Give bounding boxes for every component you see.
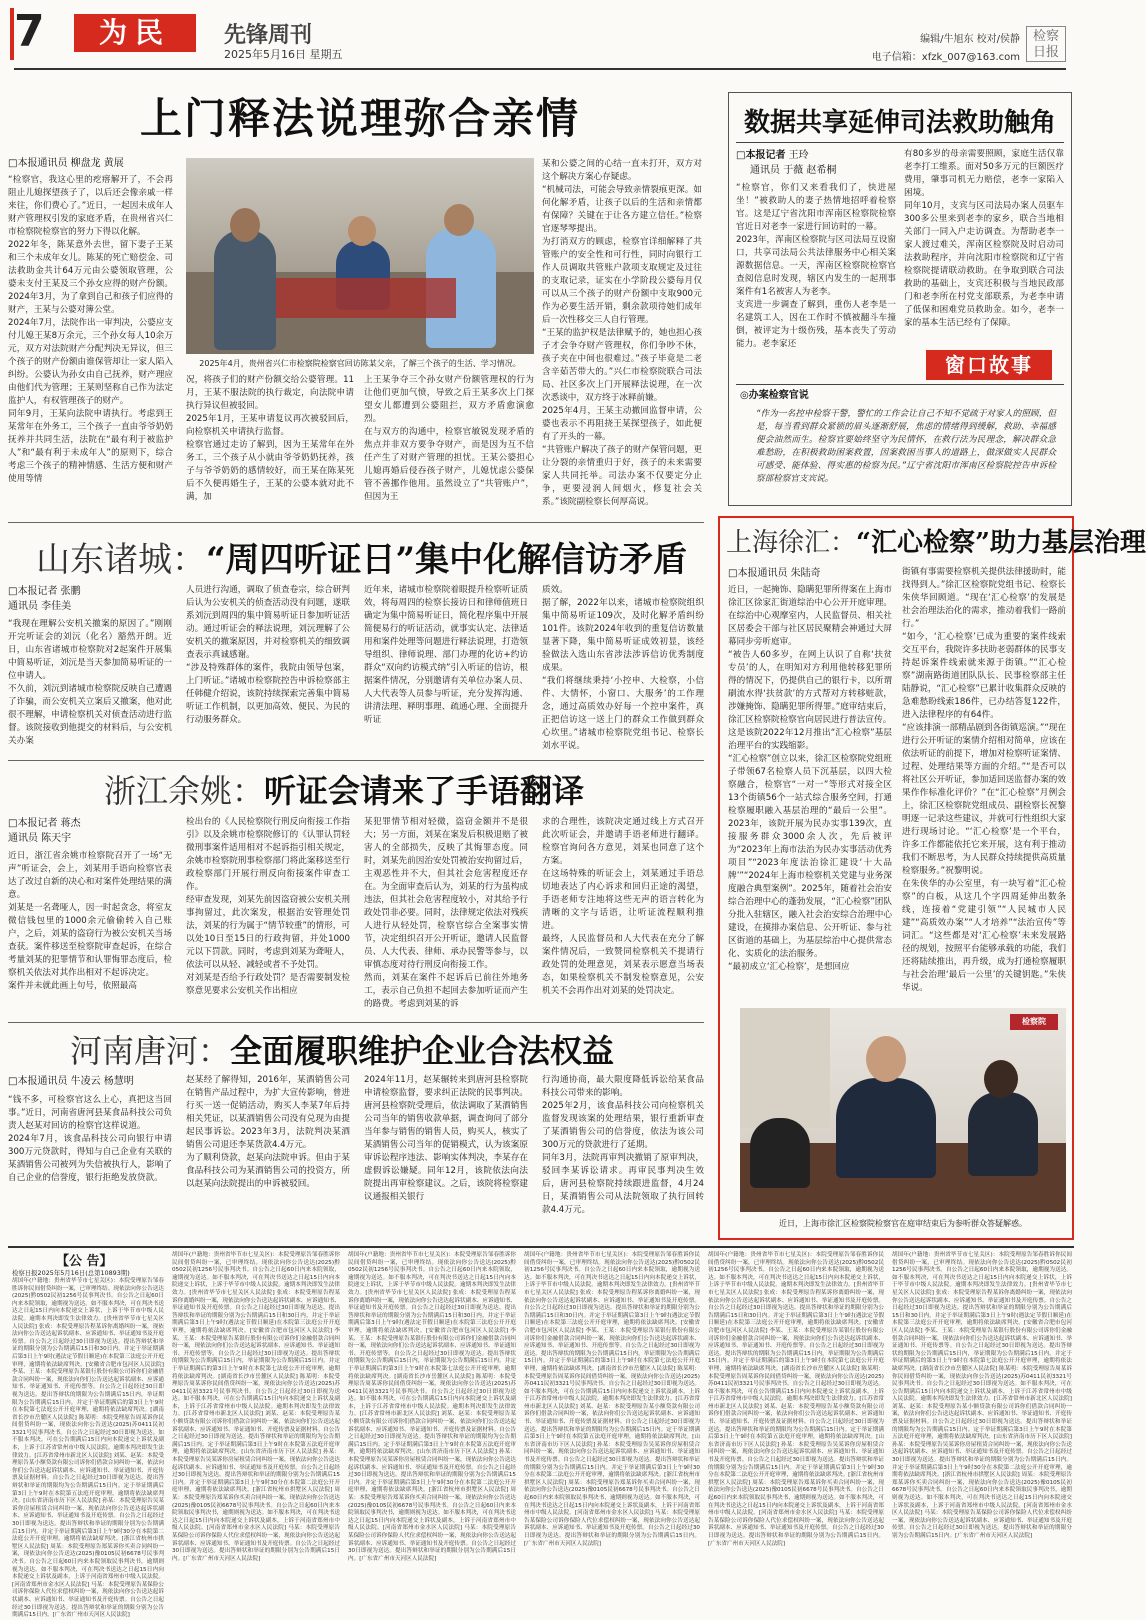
article4-title: 浙江余姚：听证会请来了手语翻译: [104, 772, 585, 810]
article2-byline: □本报记者 王玲 通讯员 于薇 赵希桐: [736, 150, 837, 176]
article5-column: 赵某经了解得知，2016年，某酒销售公司在销售产品过程中，为扩大宣传影响，曾进行买一送一促销活动，购买人李某7年后持相关凭证，以某酒销售公司没有兑现为由提起民事诉讼。2023年3月，法院判决某酒销售公司退还李某货款4.4万元。 为了顺利贷款，赵某向法院申诉。但由于某食品科技公司为某酒销售公司的投资方，所以赵某向法院提出的申诉被驳回。: [186, 1075, 350, 1189]
article1-photo-caption: 2025年4月，贵州省兴仁市检察院检察官回访陈某父亲，了解三个孩子的生活、学习情况。: [199, 359, 521, 368]
notices-header: 【公 告】: [56, 1254, 113, 1269]
divider: [8, 760, 704, 761]
notices-column: 胡国年(户籍地：贵州省毕节市七星关区)：本院受理原告邹春胜诉你民间借贷纠纷一案，已审理终结。现依法向你公告送达(2025)黔0502民初1256号民事判决书。自公告之日起60日内来本院领取，逾期视为送达。如不服本判决，可在判决书送达之日起15日内向本院递交上诉状，上诉于毕节市中级人民法院。逾期本判决即发生法律效力。[贵州省毕节市七星关区人民法院] 张成：本院受理原告程某诉你离婚纠纷一案，现依法向你公告送达起诉状副本、应诉通知书、举证通知书及开庭传票。自公告之日起经过30日即视为送达。提出答辩状和举证的期限分别为公告期满后15日和30日内。并定于举证期满后第3日上午9时(遇法定节假日顺延)在本院第三法庭公开开庭审理，逾期将依法缺席判决。[安徽省合肥市包河区人民法院] 李某、王某：本院受理原告某银行股份有限公司诉你们金融借款合同纠纷一案，现依法向你们公告送达起诉状副本、应诉通知书、举证通知书、开庭传票等。自公告之日起经过30日即视为送达。提出答辩状的期限为公告期满后15日内，举证期限为公告期满后15日内。并定于举证期满后的第3日上午9时在本院第七法庭公开开庭审理，逾期将依法缺席判决。[湖南省长沙市岳麓区人民法院] 陈某明：本院受理原告周某诉你民间借贷纠纷一案，现依法向你公告送达(2025)苏0411民初3321号民事判决书。自公告之日起经过30日即视为送达。如不服本判决，可在公告期满后15日内向本院递交上诉状及副本，上诉于江苏省常州市中级人民法院。逾期本判决即发生法律效力。[江苏省常州市新北区人民法院] 刘某、赵某：本院受理原告某小额贷款有限公司诉你们借款合同纠纷一案，依法向你们公告送达起诉状副本、应诉通知书、举证通知书、开庭传票及证据材料。自公告之日起经过30日即视为送达。提出答辩状和举证的期限均为公告期满后15日内。定于举证期满后第3日上午9时在本院第五法庭开庭审理，逾期将依法缺席判决。[山东省济南市历下区人民法院] 孙某：本院受理原告吴某诉你房屋租赁合同纠纷一案，现依法向你公告送达起诉状副本、应诉通知书、举证通知书及开庭传票。自公告之日起经过30日即视为送达。提出答辩状和举证的期限分别为公告期满后15日内。并定于举证期满后第3日上午9时30分在本院第二法庭公开开庭审理，逾期将依法缺席判决。[浙江省杭州市拱墅区人民法院] 周某：本院受理原告郑某诉你买卖合同纠纷一案，现依法向你公告送达(2025)豫0105民初6678号民事判决书。自公告之日起60日内来本院领取民事判决书，逾期则视为送达。如不服本判决，可在判决书送达之日起15日内向本院递交上诉状及副本，上诉于河南省郑州市中级人民法院。[河南省郑州市金水区人民法院] 马某：本院受理原告某保险公司诉你保险人代位求偿权纠纷一案，现依法向你公告送达起诉状副本、应诉通知书、举证通知书及开庭传票。自公告之日起经过30日即视为送达。提出答辩状和举证的期限分别为公告期满后15日内。[广东省广州市天河区人民法院]: [708, 1252, 884, 1547]
article4-byline: □本报记者 蒋杰 通讯员 陈天宇: [8, 818, 81, 844]
article6-column: 近日，一起掩饰、隐瞒犯罪所得案在上海市徐汇区徐家汇街道综治中心公开开庭审理。在综治中心观摩室内，人民监督员、相关社区居委会干部与社区居民聚精会神通过大屏幕同步旁听庭审。 “被告人60多岁，在网上认识了自称‘扶贫专员’的人，在明知对方利用他转移犯罪所得的情况下，仍提供自己的银行卡，以所谓刷流水得‘扶贫款’的方式帮对方转移赃款，涉嫌掩饰、隐瞒犯罪所得罪。”庭审结束后，徐汇区检察院检察官向居民进行普法宣传。 这是该院2022年12月推出“汇心检察”基层治理平台的实践缩影。 “汇心检察”创立以来，徐汇区检察院党组班子带领67名检察人员下沉基层，以四大检察融合，检察官“一对一”等形式对接全区13个街镇56个一站式综合服务空间，打通检察履职融入基层治理的“最后一公里”。2023年，该院开展为民办实事139次，直接服务群众3000余人次，先后被评为“2023年上海市法治为民办实事活动优秀项目”“2023年度法治徐汇建设‘十大品牌’”“2024年上海市检察机关党建与业务深度融合典型案例”。2025年，随着社会治安综合治理中心的蓬勃发展，“汇心检察”团队分批入驻辖区，融入社会治安综合治理中心建设，在摸排办案信息、公开听证、参与社区街道的基础上，为基层综治中心提供常态化、实质化的法治服务。 “最初成立‘汇心检察’，是想回应: [728, 585, 892, 972]
article1-byline: □本报通讯员 柳盘龙 黄展: [8, 158, 124, 169]
window-story-badge: 窗口故事: [926, 350, 1052, 380]
article5-title: 河南唐河：全面履职维护企业合法权益: [70, 1032, 615, 1070]
notices-subheader: 检察日报2025年5月16日(总第10893期): [12, 1269, 130, 1277]
article3-column: 人员进行沟通，调取了侦查卷宗，综合研判后认为公安机关的侦查活动没有问题，遂联系刘沅到周四的集中简易听证日参加听证活动。通过听证会的释法说理，刘沅理解了公安机关的撤案原因，并对检察机关的细致调查表示真诚感谢。 “涉及特殊群体的案件，我院由领导包案，上门听证。”诸城市检察院控告申诉检察部主任韩健介绍说，该院持续探索完善集中简易听证工作机制，以更加高效、便民、为民的行动服务群众。: [186, 585, 350, 725]
article6-column: 街镇有事需要检察机关提供法律援助时，能找得到人。”徐汇区检察院党组书记、检察长朱侠华回顾道。“现在‘汇心检察’的发展是社会治理法治化的需求，推动着我们一路前行。” “如今，‘汇心检察’已成为重要的案件线索交互平台，我院许多扶助老弱群体的民事支持起诉案件线索就来源于街镇。”“汇心检察”湖南路街道团队队长、民事检察部主任陆静说，“汇心检察”已累计收集群众反映的急难愁盼线索186件，已办结答复122件，进入法律程序的有64件。 “应该排演一部精品剧到各街镇巡演。”“现在进行公开听证的案情介绍相对简单，应该在依法听证的前提下，增加对检察听证案情、过程、处理结果等方面的介绍。”“是否可以将社区公开听证，参加适回送监督办案的效果作作标准化评价？”在“汇心检察”月例会上，徐汇区检察院党组成员、副检察长祝黎明逐一记录这些建议，并就可行性组织大家进行现场讨论。“‘汇心检察’是一个平台，许多工作都能依托它来开展，这有利于推动我们不断思考，为人民群众持续提供高质量检察服务。”祝黎明说。 在朱侠华的办公室里，有一块写着“汇心检察”的白板，从这几个字四周延伸出数条线，连接着“党建引领”“人民城市人民建”“高质效办案”“人才培养”“法治宣传”等词汇。“这些都是对‘汇心检察’未来发展路径的规划，按照平台能够承载的功能，我们还将陆续推出，再升级，成为打通检察履职与社会治理‘最后一公里’的关键钥匙。”朱侠华说。: [902, 567, 1066, 993]
notices-column: 胡国年(户籍地：贵州省毕节市七星关区)：本院受理原告邹春胜诉你民间借贷纠纷一案，已审理终结。现依法向你公告送达(2025)黔0502民初1256号民事判决书。自公告之日起60日内来本院领取，逾期视为送达。如不服本判决，可在判决书送达之日起15日内向本院递交上诉状，上诉于毕节市中级人民法院。逾期本判决即发生法律效力。[贵州省毕节市七星关区人民法院] 张成：本院受理原告程某诉你离婚纠纷一案，现依法向你公告送达起诉状副本、应诉通知书、举证通知书及开庭传票。自公告之日起经过30日即视为送达。提出答辩状和举证的期限分别为公告期满后15日和30日内。并定于举证期满后第3日上午9时(遇法定节假日顺延)在本院第三法庭公开开庭审理，逾期将依法缺席判决。[安徽省合肥市包河区人民法院] 李某、王某：本院受理原告某银行股份有限公司诉你们金融借款合同纠纷一案，现依法向你们公告送达起诉状副本、应诉通知书、举证通知书、开庭传票等。自公告之日起经过30日即视为送达。提出答辩状的期限为公告期满后15日内，举证期限为公告期满后15日内。并定于举证期满后的第3日上午9时在本院第七法庭公开开庭审理，逾期将依法缺席判决。[湖南省长沙市岳麓区人民法院] 陈某明：本院受理原告周某诉你民间借贷纠纷一案，现依法向你公告送达(2025)苏0411民初3321号民事判决书。自公告之日起经过30日即视为送达。如不服本判决，可在公告期满后15日内向本院递交上诉状及副本，上诉于江苏省常州市中级人民法院。逾期本判决即发生法律效力。[江苏省常州市新北区人民法院] 刘某、赵某：本院受理原告某小额贷款有限公司诉你们借款合同纠纷一案，依法向你们公告送达起诉状副本、应诉通知书、举证通知书、开庭传票及证据材料。自公告之日起经过30日即视为送达。提出答辩状和举证的期限均为公告期满后15日内。定于举证期满后第3日上午9时在本院第五法庭开庭审理，逾期将依法缺席判决。[山东省济南市历下区人民法院] 孙某：本院受理原告吴某诉你房屋租赁合同纠纷一案，现依法向你公告送达起诉状副本、应诉通知书、举证通知书及开庭传票。自公告之日起经过30日即视为送达。提出答辩状和举证的期限分别为公告期满后15日内。并定于举证期满后第3日上午9时30分在本院第二法庭公开开庭审理，逾期将依法缺席判决。[浙江省杭州市拱墅区人民法院] 周某：本院受理原告郑某诉你买卖合同纠纷一案，现依法向你公告送达(2025)豫0105民初6678号民事判决书。自公告之日起60日内来本院领取民事判决书，逾期则视为送达。如不服本判决，可在判决书送达之日起15日内向本院递交上诉状及副本，上诉于河南省郑州市中级人民法院。[河南省郑州市金水区人民法院] 马某：本院受理原告某保险公司诉你保险人代位求偿权纠纷一案，现依法向你公告送达起诉状副本、应诉通知书、举证通知书及开庭传票。自公告之日起经过30日即视为送达。提出答辩状和举证的期限分别为公告期满后15日内。[广东省广州市天河区人民法院]: [892, 1252, 1074, 1539]
paper-name: 先锋周刊: [224, 23, 313, 48]
article1-column: “检察官，我这心里的疙瘩解开了，不会再阻止儿媳探望孩子了，以后还会像亲戚一样来往，你们费心了。”近日，一起因未成年人财产管理权引发的家庭矛盾，在贵州省兴仁市检察院检察官的努力下得以化解。 2022年冬，陈某意外去世，留下妻子王某和三个未成年女儿。陈某的死亡赔偿金、司法救助金共计64万元由公婆领取管理，公婆未支付王某及三个孙女应得的财产份额。2024年3月，为了拿到自己和孩子们应得的财产，王某与公婆对簿公堂。 2024年7月，法院作出一审判决，公婆应支付儿媳王某8万余元，三个孙女每人10余万元，双方对法院财产分配判决无异议，但三个孩子的财产份额由谁保管却让一家人陷入纠纷。公婆认为孙女由自己抚养，财产理应由他们代为管理；王某则坚称自己作为法定监护人，有权管理孩子的财产。 同年9月，王某向法院申请执行。考虑到王某常年在外务工，三个孩子一直由爷爷奶奶抚养并共同生活，法院在“最有利于被监护人”和“最有利于未成年人”的原则下，综合考虑三个孩子的精神情感、生活方便和财产使用等情: [8, 175, 173, 484]
notices-column: 胡国年(户籍地：贵州省毕节市七星关区)：本院受理原告邹春胜诉你民间借贷纠纷一案，已审理终结。现依法向你公告送达(2025)黔0502民初1256号民事判决书。自公告之日起60日内来本院领取，逾期视为送达。如不服本判决，可在判决书送达之日起15日内向本院递交上诉状，上诉于毕节市中级人民法院。逾期本判决即发生法律效力。[贵州省毕节市七星关区人民法院] 张成：本院受理原告程某诉你离婚纠纷一案，现依法向你公告送达起诉状副本、应诉通知书、举证通知书及开庭传票。自公告之日起经过30日即视为送达。提出答辩状和举证的期限分别为公告期满后15日和30日内。并定于举证期满后第3日上午9时(遇法定节假日顺延)在本院第三法庭公开开庭审理，逾期将依法缺席判决。[安徽省合肥市包河区人民法院] 李某、王某：本院受理原告某银行股份有限公司诉你们金融借款合同纠纷一案，现依法向你们公告送达起诉状副本、应诉通知书、举证通知书、开庭传票等。自公告之日起经过30日即视为送达。提出答辩状的期限为公告期满后15日内，举证期限为公告期满后15日内。并定于举证期满后的第3日上午9时在本院第七法庭公开开庭审理，逾期将依法缺席判决。[湖南省长沙市岳麓区人民法院] 陈某明：本院受理原告周某诉你民间借贷纠纷一案，现依法向你公告送达(2025)苏0411民初3321号民事判决书。自公告之日起经过30日即视为送达。如不服本判决，可在公告期满后15日内向本院递交上诉状及副本，上诉于江苏省常州市中级人民法院。逾期本判决即发生法律效力。[江苏省常州市新北区人民法院] 刘某、赵某：本院受理原告某小额贷款有限公司诉你们借款合同纠纷一案，依法向你们公告送达起诉状副本、应诉通知书、举证通知书、开庭传票及证据材料。自公告之日起经过30日即视为送达。提出答辩状和举证的期限均为公告期满后15日内。定于举证期满后第3日上午9时在本院第五法庭开庭审理，逾期将依法缺席判决。[山东省济南市历下区人民法院] 孙某：本院受理原告吴某诉你房屋租赁合同纠纷一案，现依法向你公告送达起诉状副本、应诉通知书、举证通知书及开庭传票。自公告之日起经过30日即视为送达。提出答辩状和举证的期限分别为公告期满后15日内。并定于举证期满后第3日上午9时30分在本院第二法庭公开开庭审理，逾期将依法缺席判决。[浙江省杭州市拱墅区人民法院] 周某：本院受理原告郑某诉你买卖合同纠纷一案，现依法向你公告送达(2025)豫0105民初6678号民事判决书。自公告之日起60日内来本院领取民事判决书，逾期则视为送达。如不服本判决，可在判决书送达之日起15日内向本院递交上诉状及副本，上诉于河南省郑州市中级人民法院。[河南省郑州市金水区人民法院] 马某：本院受理原告某保险公司诉你保险人代位求偿权纠纷一案，现依法向你公告送达起诉状副本、应诉通知书、举证通知书及开庭传票。自公告之日起经过30日即视为送达。提出答辩状和举证的期限分别为公告期满后15日内。[广东省广州市天河区人民法院]: [172, 1252, 340, 1562]
article2-quote: “作为一名控申检察干警，警忙的工作会让自己不知不觉疏于对家人的照顾，但是，每当看到群众紧锁的眉头逐渐舒展，焦虑的情绪得到缓解，救助、幸福感便会油然而生。检察官要始终坚守为民情怀，在救行法为民理念，解决群众急难愁盼，在积极救助困案救置，因案救困当事人的道路上，做深做实人民群众可感受、能体验、得实惠的检察为民。”辽宁省沈阳市浑南区检察院控告申诉检察部检察官支宾说。: [756, 409, 1056, 484]
article2-title: 数据共享延伸司法救助触角: [744, 108, 1057, 138]
article4-column: 检出台的《人民检察院行刑反向衔接工作指引》以及余姚市检察院修订的《认罪认罚轻微刑事案件适用相对不起诉指引相关规定，余姚市检察院刑事检察部门将此案移送至行政检察部门开展行刑反向衔接案件审查工作。 经审查发现，刘某先前因盗窃被公安机关刑事拘留过，此次案发，根据治安管理处罚法，刘某的行为属于“情节较重”的情形，可以处10日至15日的行政拘留，并处1000元以下罚款。同时，考虑到刘某为聋哑人，依法可以从轻、减轻或者不予处罚。 对刘某是否给予行政处罚？是否需要制发检察意见要求公安机关作出相应: [186, 817, 350, 996]
article4-column: 某犯罪情节相对轻微，盗窃金额并不是很大；另一方面，刘某在案发后积极退赔了被害人的全部损失，反映了其悔罪态度。同时，刘某先前因治安处罚被治安拘留过后，主观恶性并不大，但其社会危害程度还存在。为全面审查后认为，刘某的行为虽构成违法，但其社会危害程度较小，对其给予行政处罚非必要。同时，法律规定依法对残疾人进行从轻处罚，检察官综合全案事实情节，决定组织召开公开听证，邀请人民监督员、人大代表、律师、承办民警等参与，以审慎态度对待行刑反向衔接工作。 然而，刘某在案件不起诉后已前往外地务工，表示自己负担不起回去参加听证而产生的路费。考虑到刘某的诉: [364, 817, 528, 1009]
article6-byline: □本报通讯员 朱陆奇: [728, 568, 821, 579]
article1-column: 上王某争夺三个孙女财产份额管理权的行为让他们更加气愤，导致之后王某多次上门探望女儿都遭到公婆阻拦，双方矛盾愈演愈烈。 在与双方的沟通中，检察官敏锐发现矛盾的焦点并非双方要争夺财产，而是因为互不信任产生了对财产管理的担忧。王某公婆担心儿媳再婚后侵吞孩子财产，儿媳忧虑公婆保管不善挪作他用。虽然设立了“共管账户”，但因为王: [364, 375, 534, 502]
article3-column: “我现在理解公安机关撤案的原因了。”刚刚开完听证会的刘沅（化名）豁然开朗。近日，山东省诸城市检察院对2起案件开展集中简易听证，刘沅是当天参加简易听证的一位申请人。 不久前，刘沅到诸城市检察院反映自己遭遇了诈骗，而公安机关立案后又撤案，他对此很不理解，申请检察机关对侦查活动进行监督。该院接收到他提交的材料后，与公安机关办案: [8, 619, 172, 746]
article1-column: 况，将孩子们的财产份额交给公婆管理。11月，王某不服法院的执行裁定，向法院申请执行异议但被驳回。 2025年1月，王某申请复议再次被驳回后，向检察机关申请执行监督。 检察官通过走访了解到，因为王某常年在外务工，三个孩子从小就由爷爷奶奶抚养，孩子与爷爷奶奶的感情较好，而王某在陈某死后不久便再婚生子，王某的公婆本就对此不满，加: [186, 375, 354, 502]
article5-column: “钱不多，可检察官这么上心，真把这当回事。”近日，河南省唐河县某食品科技公司负责人赵某对回访的检察官这样说道。 2024年7月，该食品科技公司向银行申请300万元贷款时，得知与自己企业有关联的某酒销售公司被列为失信被执行人，影响了自己企业的信誉度，银行拒绝发放贷款。: [8, 1095, 172, 1183]
masthead-rule: [14, 68, 1066, 70]
notices-rule: [8, 1246, 1074, 1248]
divider: [8, 1022, 704, 1023]
article4-column: 求的合理性，该院决定通过线上方式召开此次听证会，并邀请手语老师进行翻译。检察官询问各方意见，刘某也同意了这个方案。 在这场特殊的听证会上，刘某通过手语总切地表达了内心诉求和回归正途的渴望，手语老师专注地将这些无声的语言转化为清晰的文字与话语，让听证流程顺利推进。 最终，人民监督员和人大代表在充分了解案件情况后，一致赞同检察机关不提请行政处罚的处理意见，刘某表示愿意当场表态，如果检察机关不制发检察意见，公安机关不会再作出对刘某的处罚决定。: [542, 817, 704, 996]
article2-quote-title: ◎办案检察官说: [740, 390, 809, 401]
article1-title: 上门释法说理弥合亲情: [140, 94, 581, 143]
article3-column: 近年来，诸城市检察院着眼提升检察听证质效，将每周四的检察长接访日和律师值班日确定为集中简易听证日，简化程序集中开展简便易行的听证活动，就事实认定、法律适用和案件处理等问题进行释法说理，打造领导组织、律师说理、部门办理的化访+约访群众“双向约访模式纳”引入听证的信访，根据案件情况，分别邀请有关单位办案人员、人大代表等人员参与听证，充分发挥沟通、讲清法理、释明事理、疏通心理、全面提升听证: [364, 585, 528, 725]
article5-column: 2024年11月，赵某辗转来到唐河县检察院申请检察监督，要求纠正法院的民事判决。唐河县检察院受理后，依法调取了某酒销售公司当年的销售收款单据，调查询问了部分当年参与销售的销售人员，购买人，核实了某酒销售公司当年的促销模式，认为该案原审诉讼程序违法、影响实体判决，李某存在虚假诉讼嫌疑。同年12月，该院依法向法院提出再审检察建议。之后，该院将检察建议通报相关银行: [364, 1075, 528, 1202]
editor-credits: 编辑/牛旭东 校对/侯静: [920, 34, 1020, 45]
article2-column: 有80多岁的母亲需要照顾，家庭生活仅靠老李打工维系。面对50多万元的巨额医疗费用，肇事司机无力赔偿，老李一家陷入困境。 同年10月，支宾与区司法局办案人员驱车300多公里来到老李的家乡，联合当地相关部门一同入户走访调查。为帮助老李一家人渡过难关，浑南区检察院及时启动司法救助程序，并向沈阳市检察院和辽宁省检察院提请联动救助。在争取到联合司法救助的基础上，支宾还积极与当地民政部门和老李所在村党支部联系，为老李申请了低保和困难党员救助金。如今，老李一家的基本生活已经有了保障。: [904, 149, 1064, 328]
article2-column: “检察官，你们又来看我们了，快进屋坐！”被救助人的妻子热情地招呼着检察官。这是辽宁省沈阳市浑南区检察院检察官近日对老李一家进行回访时的一幕。 2023年，浑南区检察院与区司法局互设窗口，共享司法局公共法律服务中心相关案源数据信息。一天，浑南区检察院检察官查阅信息时发现，辖区内发生的一起刑事案件有1名被害人为老李。 支宾进一步调查了解到，重伤人老李是一名建筑工人，因在工作时不慎被翻斗车撞倒，被评定为十级伤残，基本丧失了劳动能力。老李家还: [736, 183, 896, 349]
article3-column: 质效。 据了解，2022年以来，诸城市检察院组织集中简易听证109次，及时化解矛盾纠纷101件。该院2024年收到的重复信访数量显著下降，集中简易听证成效初显，该经验做法入选山东省涉法涉诉信访优秀制度成果。 “我们将继续秉持‘小控申、大检察，小信件、大情怀，小窗口、大服务’的工作理念，通过高质效办好每一个控申案件，真正把信访这一送上门的群众工作做到群众心坎里。”诸城市检察院党组书记、检察长刘水平说。: [542, 585, 704, 751]
article6-title: 上海徐汇：“汇心检察”助力基层治理: [726, 528, 1146, 558]
notices-column: 胡国年(户籍地：贵州省毕节市七星关区)：本院受理原告邹春胜诉你民间借贷纠纷一案，已审理终结。现依法向你公告送达(2025)黔0502民初1256号民事判决书。自公告之日起60日内来本院领取，逾期视为送达。如不服本判决，可在判决书送达之日起15日内向本院递交上诉状，上诉于毕节市中级人民法院。逾期本判决即发生法律效力。[贵州省毕节市七星关区人民法院] 张成：本院受理原告程某诉你离婚纠纷一案，现依法向你公告送达起诉状副本、应诉通知书、举证通知书及开庭传票。自公告之日起经过30日即视为送达。提出答辩状和举证的期限分别为公告期满后15日和30日内。并定于举证期满后第3日上午9时(遇法定节假日顺延)在本院第三法庭公开开庭审理，逾期将依法缺席判决。[安徽省合肥市包河区人民法院] 李某、王某：本院受理原告某银行股份有限公司诉你们金融借款合同纠纷一案，现依法向你们公告送达起诉状副本、应诉通知书、举证通知书、开庭传票等。自公告之日起经过30日即视为送达。提出答辩状的期限为公告期满后15日内，举证期限为公告期满后15日内。并定于举证期满后的第3日上午9时在本院第七法庭公开开庭审理，逾期将依法缺席判决。[湖南省长沙市岳麓区人民法院] 陈某明：本院受理原告周某诉你民间借贷纠纷一案，现依法向你公告送达(2025)苏0411民初3321号民事判决书。自公告之日起经过30日即视为送达。如不服本判决，可在公告期满后15日内向本院递交上诉状及副本，上诉于江苏省常州市中级人民法院。逾期本判决即发生法律效力。[江苏省常州市新北区人民法院] 刘某、赵某：本院受理原告某小额贷款有限公司诉你们借款合同纠纷一案，依法向你们公告送达起诉状副本、应诉通知书、举证通知书、开庭传票及证据材料。自公告之日起经过30日即视为送达。提出答辩状和举证的期限均为公告期满后15日内。定于举证期满后第3日上午9时在本院第五法庭开庭审理，逾期将依法缺席判决。[山东省济南市历下区人民法院] 孙某：本院受理原告吴某诉你房屋租赁合同纠纷一案，现依法向你公告送达起诉状副本、应诉通知书、举证通知书及开庭传票。自公告之日起经过30日即视为送达。提出答辩状和举证的期限分别为公告期满后15日内。并定于举证期满后第3日上午9时30分在本院第二法庭公开开庭审理，逾期将依法缺席判决。[浙江省杭州市拱墅区人民法院] 周某：本院受理原告郑某诉你买卖合同纠纷一案，现依法向你公告送达(2025)豫0105民初6678号民事判决书。自公告之日起60日内来本院领取民事判决书，逾期则视为送达。如不服本判决，可在判决书送达之日起15日内向本院递交上诉状及副本，上诉于河南省郑州市中级人民法院。[河南省郑州市金水区人民法院] 马某：本院受理原告某保险公司诉你保险人代位求偿权纠纷一案，现依法向你公告送达起诉状副本、应诉通知书、举证通知书及开庭传票。自公告之日起经过30日即视为送达。提出答辩状和举证的期限分别为公告期满后15日内。[广东省广州市天河区人民法院]: [12, 1278, 166, 1619]
issue-date: 2025年5月16日 星期五: [224, 48, 343, 61]
notices-column: 胡国年(户籍地：贵州省毕节市七星关区)：本院受理原告邹春胜诉你民间借贷纠纷一案，已审理终结。现依法向你公告送达(2025)黔0502民初1256号民事判决书。自公告之日起60日内来本院领取，逾期视为送达。如不服本判决，可在判决书送达之日起15日内向本院递交上诉状，上诉于毕节市中级人民法院。逾期本判决即发生法律效力。[贵州省毕节市七星关区人民法院] 张成：本院受理原告程某诉你离婚纠纷一案，现依法向你公告送达起诉状副本、应诉通知书、举证通知书及开庭传票。自公告之日起经过30日即视为送达。提出答辩状和举证的期限分别为公告期满后15日和30日内。并定于举证期满后第3日上午9时(遇法定节假日顺延)在本院第三法庭公开开庭审理，逾期将依法缺席判决。[安徽省合肥市包河区人民法院] 李某、王某：本院受理原告某银行股份有限公司诉你们金融借款合同纠纷一案，现依法向你们公告送达起诉状副本、应诉通知书、举证通知书、开庭传票等。自公告之日起经过30日即视为送达。提出答辩状的期限为公告期满后15日内，举证期限为公告期满后15日内。并定于举证期满后的第3日上午9时在本院第七法庭公开开庭审理，逾期将依法缺席判决。[湖南省长沙市岳麓区人民法院] 陈某明：本院受理原告周某诉你民间借贷纠纷一案，现依法向你公告送达(2025)苏0411民初3321号民事判决书。自公告之日起经过30日即视为送达。如不服本判决，可在公告期满后15日内向本院递交上诉状及副本，上诉于江苏省常州市中级人民法院。逾期本判决即发生法律效力。[江苏省常州市新北区人民法院] 刘某、赵某：本院受理原告某小额贷款有限公司诉你们借款合同纠纷一案，依法向你们公告送达起诉状副本、应诉通知书、举证通知书、开庭传票及证据材料。自公告之日起经过30日即视为送达。提出答辩状和举证的期限均为公告期满后15日内。定于举证期满后第3日上午9时在本院第五法庭开庭审理，逾期将依法缺席判决。[山东省济南市历下区人民法院] 孙某：本院受理原告吴某诉你房屋租赁合同纠纷一案，现依法向你公告送达起诉状副本、应诉通知书、举证通知书及开庭传票。自公告之日起经过30日即视为送达。提出答辩状和举证的期限分别为公告期满后15日内。并定于举证期满后第3日上午9时30分在本院第二法庭公开开庭审理，逾期将依法缺席判决。[浙江省杭州市拱墅区人民法院] 周某：本院受理原告郑某诉你买卖合同纠纷一案，现依法向你公告送达(2025)豫0105民初6678号民事判决书。自公告之日起60日内来本院领取民事判决书，逾期则视为送达。如不服本判决，可在判决书送达之日起15日内向本院递交上诉状及副本，上诉于河南省郑州市中级人民法院。[河南省郑州市金水区人民法院] 马某：本院受理原告某保险公司诉你保险人代位求偿权纠纷一案，现依法向你公告送达起诉状副本、应诉通知书、举证通知书及开庭传票。自公告之日起经过30日即视为送达。提出答辩状和举证的期限分别为公告期满后15日内。[广东省广州市天河区人民法院]: [524, 1252, 700, 1547]
page-number: 7: [14, 6, 45, 57]
article5-byline: □本报通讯员 牛凌云 杨慧明: [8, 1076, 134, 1087]
section-banner: 为民: [74, 14, 196, 52]
article1-column: 某和公婆之间的心结一直未打开，双方对这个解决方案心存疑虑。 “机械司法，可能会导致亲情裂痕更深。如何化解矛盾，让孩子以后的生活和亲情都有保障？关键在于让各方建立信任。”检察官逐琴琴提出。 为打消双方的顾虑，检察官详细解释了共管账户的安全性和可行性，同时向银行工作人员调取共管账户款项支取规定及过往的支取记录，证实在小学阶段公婆每月仅可以从三个孩子的财产份额中支取900元作为必要生活开销，剩余款项待她们成年后一次性移交三人自行管理。 “王某的监护权是法律赋予的，她也担心孩子才会争夺财产管理权，你们争吵不休，孩子夹在中间也很难过。”孩子毕竟是二老含辛茹苦带大的。”兴仁市检察院联合司法局、社区多次上门开展释法说理，在一次次悉谈中，双方终于冰释前嫌。 2025年4月，王某主动撤回监督申请，公婆也表示不再阻挠王某探望孩子，如此便有了开头的一幕。 “共管账户解决了孩子的财产保管问题，更让分裂的亲情重归于好，孩子的未来需要家人共同托举。司法办案不仅要定分止争，更要浸润人间烟火，修复社会关系。”该院副检察长何厚高说。: [542, 159, 702, 507]
article6-photo: [740, 1008, 1066, 1212]
notices-column: 胡国年(户籍地：贵州省毕节市七星关区)：本院受理原告邹春胜诉你民间借贷纠纷一案，已审理终结。现依法向你公告送达(2025)黔0502民初1256号民事判决书。自公告之日起60日内来本院领取，逾期视为送达。如不服本判决，可在判决书送达之日起15日内向本院递交上诉状，上诉于毕节市中级人民法院。逾期本判决即发生法律效力。[贵州省毕节市七星关区人民法院] 张成：本院受理原告程某诉你离婚纠纷一案，现依法向你公告送达起诉状副本、应诉通知书、举证通知书及开庭传票。自公告之日起经过30日即视为送达。提出答辩状和举证的期限分别为公告期满后15日和30日内。并定于举证期满后第3日上午9时(遇法定节假日顺延)在本院第三法庭公开开庭审理，逾期将依法缺席判决。[安徽省合肥市包河区人民法院] 李某、王某：本院受理原告某银行股份有限公司诉你们金融借款合同纠纷一案，现依法向你们公告送达起诉状副本、应诉通知书、举证通知书、开庭传票等。自公告之日起经过30日即视为送达。提出答辩状的期限为公告期满后15日内，举证期限为公告期满后15日内。并定于举证期满后的第3日上午9时在本院第七法庭公开开庭审理，逾期将依法缺席判决。[湖南省长沙市岳麓区人民法院] 陈某明：本院受理原告周某诉你民间借贷纠纷一案，现依法向你公告送达(2025)苏0411民初3321号民事判决书。自公告之日起经过30日即视为送达。如不服本判决，可在公告期满后15日内向本院递交上诉状及副本，上诉于江苏省常州市中级人民法院。逾期本判决即发生法律效力。[江苏省常州市新北区人民法院] 刘某、赵某：本院受理原告某小额贷款有限公司诉你们借款合同纠纷一案，依法向你们公告送达起诉状副本、应诉通知书、举证通知书、开庭传票及证据材料。自公告之日起经过30日即视为送达。提出答辩状和举证的期限均为公告期满后15日内。定于举证期满后第3日上午9时在本院第五法庭开庭审理，逾期将依法缺席判决。[山东省济南市历下区人民法院] 孙某：本院受理原告吴某诉你房屋租赁合同纠纷一案，现依法向你公告送达起诉状副本、应诉通知书、举证通知书及开庭传票。自公告之日起经过30日即视为送达。提出答辩状和举证的期限分别为公告期满后15日内。并定于举证期满后第3日上午9时30分在本院第二法庭公开开庭审理，逾期将依法缺席判决。[浙江省杭州市拱墅区人民法院] 周某：本院受理原告郑某诉你买卖合同纠纷一案，现依法向你公告送达(2025)豫0105民初6678号民事判决书。自公告之日起60日内来本院领取民事判决书，逾期则视为送达。如不服本判决，可在判决书送达之日起15日内向本院递交上诉状及副本，上诉于河南省郑州市中级人民法院。[河南省郑州市金水区人民法院] 马某：本院受理原告某保险公司诉你保险人代位求偿权纠纷一案，现依法向你公告送达起诉状副本、应诉通知书、举证通知书及开庭传票。自公告之日起经过30日即视为送达。提出答辩状和举证的期限分别为公告期满后15日内。[广东省广州市天河区人民法院]: [348, 1252, 516, 1562]
photo-sign: 检察院: [1010, 1014, 1058, 1030]
divider: [736, 142, 1064, 143]
divider: [8, 522, 704, 523]
paper-logo: 检察日报: [1026, 26, 1066, 62]
article1-photo: [186, 158, 534, 354]
article3-byline: □本报记者 张鹏 通讯员 李佳美: [8, 586, 81, 612]
divider: [736, 384, 1064, 385]
contact-email: 电子信箱：xfzk_007@163.com: [871, 52, 1020, 63]
article5-column: 行沟通协商，最大限度降低诉讼给某食品科技公司带来的影响。 2025年2月，该食品科技公司向检察机关监督发现该案的处理结果，银行重新审查了某酒销售公司的信誉度，依法为该公司300万元的贷款进行了延期。 同年3月，法院再审判决撤销了原审判决，驳回李某诉讼请求。再审民事判决生效后，唐河县检察院持续跟进监督，4月24日，某酒销售公司从法院领取了执行回转款4.4万元。: [542, 1075, 704, 1215]
article4-column: 近日，浙江省余姚市检察院召开了一场“无声”听证会，会上，刘某用手语向检察官表达了改过自新的决心和对案件处理结果的满意。 刘某是一名聋哑人，因一时起贪念，将室友微信钱包里的1000余元偷偷转入自己账户，之后，刘某的盗窃行为被公安机关当场查获。案件移送至检察院审查起诉，在综合考量刘某的犯罪情节和认罪悔罪态度后，检察机关依法对其作出相对不起诉决定。 案件并未就此画上句号，依照最高: [8, 851, 172, 991]
article3-title: 山东诸城：“周四听证日”集中化解信访矛盾: [36, 540, 688, 580]
article6-photo-caption: 近日，上海市徐汇区检察院检察官在庭审结束后为参听群众答疑解惑。: [779, 1219, 1027, 1228]
